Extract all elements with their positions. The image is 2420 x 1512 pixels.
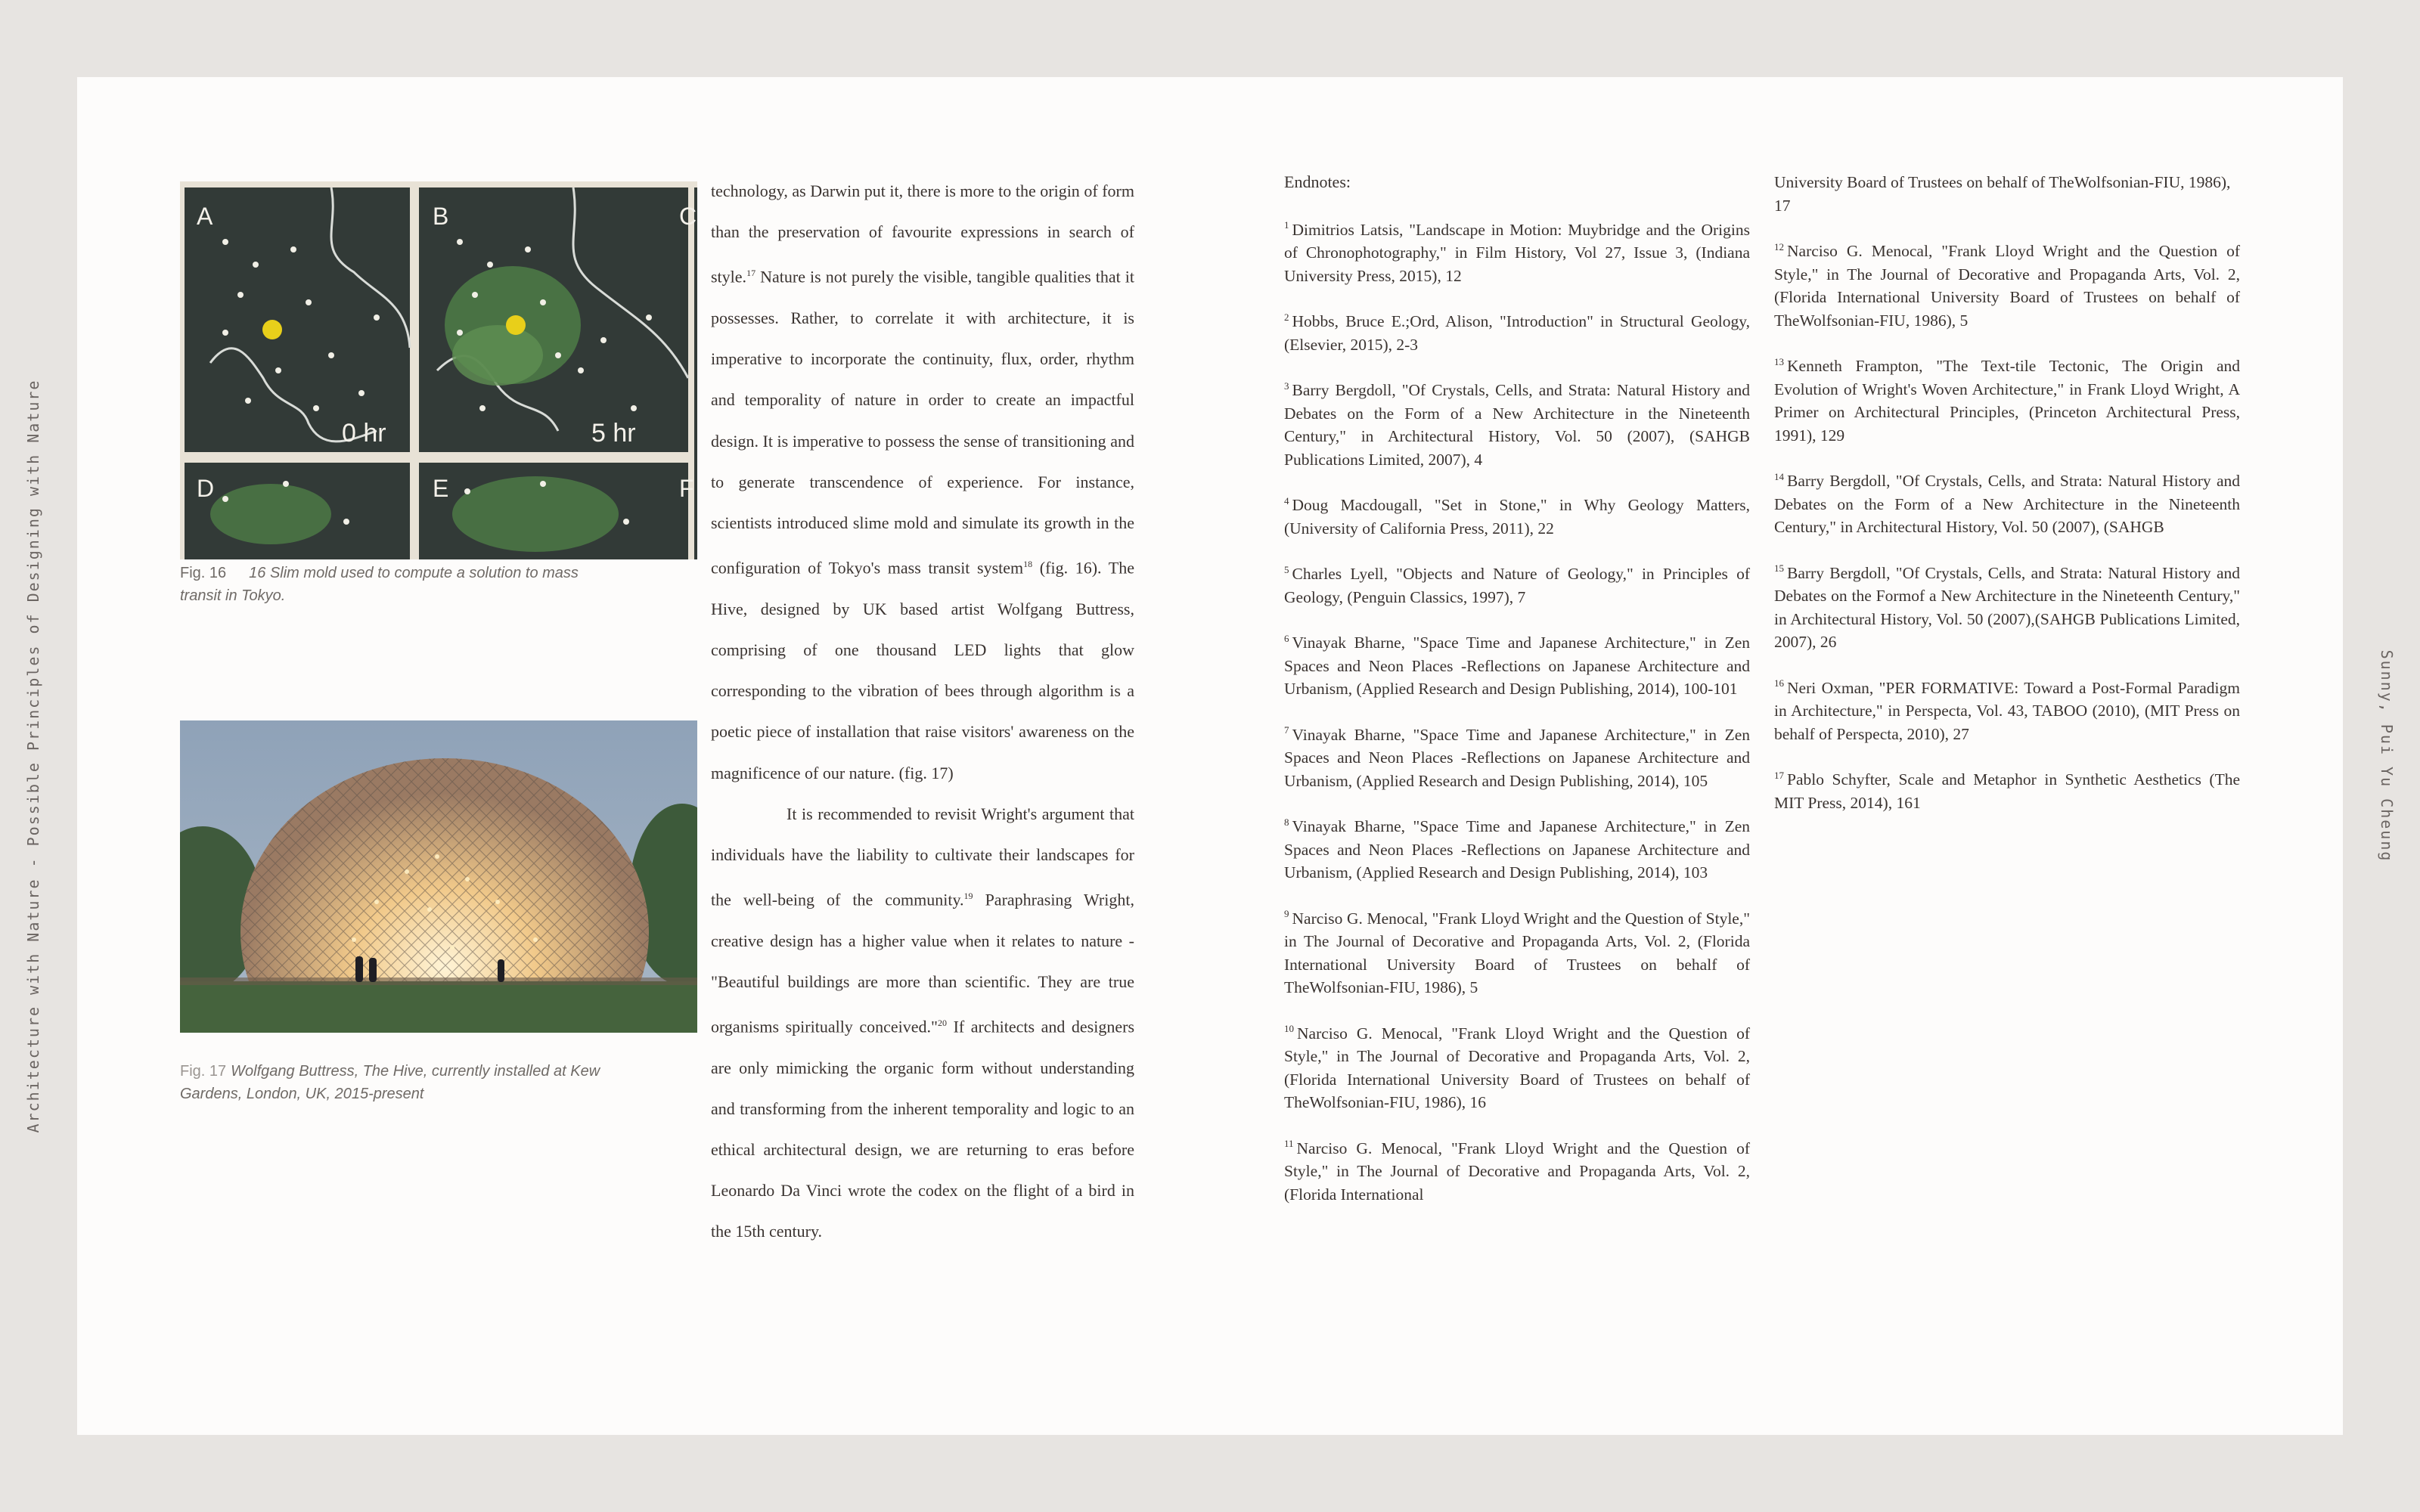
- endnote-2: [1284, 310, 1750, 356]
- endnote-text: Barry Bergdoll, "Of Crystals, Cells, and Strata: Natural History and Debates on the Formof a New Architecture in the Nineteenth Century," in Architectural History, Vol. 50 (2007),(SAHGB Publications Limited, 2007), 26: [1774, 563, 2240, 651]
- footnote-ref-20: 20: [938, 1018, 948, 1029]
- endnote-text: Doug Macdougall, "Set in Stone," in Why Geology Matters, (University of California Press, 2011), 22: [1284, 496, 1750, 538]
- endnote-text: Hobbs, Bruce E.;Ord, Alison, "Introduction" in Structural Geology, (Elsevier, 2015), 2-3: [1284, 312, 1750, 354]
- endnote-number: 14: [1774, 470, 1784, 482]
- panel-letter-a: A: [197, 203, 213, 230]
- footnote-ref-17: 17: [746, 268, 756, 279]
- endnote-5: [1284, 562, 1750, 609]
- endnote-7: [1284, 723, 1750, 793]
- figure-16-caption-text: 16 Slim mold used to compute a solution to mass transit in Tokyo.: [180, 565, 579, 604]
- figure-16-label: Fig. 16: [180, 565, 227, 581]
- endnote-text: Vinayak Bharne, "Space Time and Japanese Architecture," in Zen Spaces and Neon Places -Reflections on Japanese Architecture and Urbanism, (Applied Research and Design Publishing, 2014), 103: [1284, 817, 1750, 881]
- endnote-text: Vinayak Bharne, "Space Time and Japanese Architecture," in Zen Spaces and Neon Places -Reflections on Japanese Architecture and Urbanism, (Applied Research and Design Publishing, 2014), 100-101: [1284, 634, 1750, 698]
- figure-17-caption-text: Wolfgang Buttress, The Hive, currently installed at Kew Gardens, London, UK, 2015-present: [180, 1063, 600, 1102]
- endnote-text: Neri Oxman, "PER FORMATIVE: Toward a Post-Formal Paradigm in Architecture," in Perspecta, Vol. 43, TABOO (2010), (MIT Press on behalf of Perspecta, 2010), 27: [1774, 678, 2240, 743]
- endnote-number: 1: [1284, 219, 1289, 231]
- endnote-11: [1284, 1137, 1750, 1207]
- endnote-number: 8: [1284, 816, 1289, 828]
- endnote-number: 5: [1284, 563, 1289, 575]
- endnote-text: Barry Bergdoll, "Of Crystals, Cells, and Strata: Natural History and Debates on the Form of a New Architecture in the Nineteenth Century," in Architectural History, Vol. 50 (2007), (SAHGB: [1774, 472, 2240, 536]
- panel-letter-e: E: [433, 475, 449, 502]
- endnote-15: [1774, 562, 2240, 654]
- endnote-text: Kenneth Frampton, "The Text-tile Tectonic, The Origin and Evolution of Wright's Woven Architecture," in Frank Lloyd Wright, A Primer on Architectural Principles, (Princeton Architectural Press, 1991), 129: [1774, 357, 2240, 445]
- panel-letter-b: B: [433, 203, 449, 230]
- endnotes-column-a: [1284, 171, 1750, 1228]
- endnote-text: Dimitrios Latsis, "Landscape in Motion: Muybridge and the Origins of Chronophotography," in Film History, Vol 27, Issue 3, (Indiana University Press, 2015), 12: [1284, 220, 1750, 285]
- figure-16-caption: [180, 562, 603, 607]
- endnote-16: [1774, 677, 2240, 746]
- endnote-4: [1284, 494, 1750, 540]
- figure-16-slime-mold-image: [180, 181, 697, 559]
- endnote-14: [1774, 469, 2240, 539]
- endnote-8: [1284, 815, 1750, 885]
- endnotes-column-b: [1774, 171, 2240, 837]
- endnote-number: 4: [1284, 494, 1289, 507]
- endnote-text: Narciso G. Menocal, "Frank Lloyd Wright and the Question of Style," in The Journal of Decorative and Propaganda Arts, Vol. 2, (Florida International University Board of Trustees on behalf of TheWolfsonian-FIU, 1986), 16: [1284, 1024, 1750, 1111]
- endnote-number: 10: [1284, 1023, 1294, 1035]
- body-paragraph-1: technology, as Darwin put it, there is more to the origin of form than the preservation of favourite expressions in search of style.$^{17}$ Nature is not purely the visible, tangible qualities that it possesses. Rather, to correlate it with architecture, it is imperative to incorporate the continuity, flux, order, rhythm and temporality of nature in order to create an impactful design. It is imperative to possess the sense of transitioning and to generate transcendence of experience. For instance, scientists introduced slime mold and simulate its growth in the configuration of Tokyo's mass transit system$^{18}$ (fig. 16). The Hive, designed by UK based artist Wolfgang Buttress, comprising of one thousand LED lights that glow corresponding to the vibration of bees through algorithm is a poetic piece of installation that raise visitors' awareness on the magnificence of our nature. (fig. 17): [711, 181, 1134, 782]
- endnote-number: 17: [1774, 769, 1784, 781]
- endnote-number: 13: [1774, 355, 1784, 367]
- endnote-number: 16: [1774, 677, 1784, 689]
- endnote-text: Vinayak Bharne, "Space Time and Japanese Architecture," in Zen Spaces and Neon Places -Reflections on Japanese Architecture and Urbanism, (Applied Research and Design Publishing, 2014), 105: [1284, 725, 1750, 790]
- endnote-17: [1774, 768, 2240, 814]
- endnote-13: [1774, 355, 2240, 447]
- panel-letter-f: F: [679, 475, 694, 502]
- endnote-text: Narciso G. Menocal, "Frank Lloyd Wright and the Question of Style," in The Journal of Decorative and Propaganda Arts, Vol. 2, (Florida International: [1284, 1139, 1750, 1204]
- time-label-0hr: 0 hr: [342, 419, 386, 448]
- endnote-12: [1774, 240, 2240, 332]
- figure-17-caption: [180, 1060, 619, 1105]
- endnote-number: 15: [1774, 562, 1784, 575]
- endnote-11-continued: University Board of Trustees on behalf of TheWolfsonian-FIU, 1986), 17: [1774, 173, 2231, 215]
- endnote-text: Narciso G. Menocal, "Frank Lloyd Wright and the Question of Style," in The Journal of Decorative and Propaganda Arts, Vol. 2, (Florida International University Board of Trustees on behalf of TheWolfsonian-FIU, 1986), 5: [1284, 909, 1750, 996]
- endnote-text: Charles Lyell, "Objects and Nature of Geology," in Principles of Geology, (Penguin Classics, 1997), 7: [1284, 565, 1750, 606]
- figure-17-the-hive-image: [180, 720, 697, 1033]
- endnote-text: Narciso G. Menocal, "Frank Lloyd Wright and the Question of Style," in The Journal of Decorative and Propaganda Arts, Vol. 2, (Florida International University Board of Trustees on behalf of TheWolfsonian-FIU, 1986), 5: [1774, 242, 2240, 330]
- endnote-number: 12: [1774, 240, 1784, 253]
- endnote-number: 11: [1284, 1138, 1294, 1150]
- endnotes-heading: Endnotes:: [1284, 172, 1351, 191]
- endnote-number: 2: [1284, 311, 1289, 323]
- panel-letter-d: D: [197, 475, 215, 502]
- footnote-ref-19: 19: [963, 891, 973, 902]
- endnote-number: 6: [1284, 632, 1289, 644]
- endnote-10: [1284, 1022, 1750, 1114]
- endnote-1: [1284, 218, 1750, 288]
- endnote-9: [1284, 907, 1750, 999]
- endnote-text: Pablo Schyfter, Scale and Metaphor in Synthetic Aesthetics (The MIT Press, 2014), 161: [1774, 770, 2240, 812]
- endnote-3: [1284, 379, 1750, 471]
- endnote-number: 3: [1284, 380, 1289, 392]
- figure-17-label: Fig. 17: [180, 1063, 227, 1080]
- body-text-column: [711, 171, 1134, 1253]
- time-label-5hr: 5 hr: [591, 419, 636, 448]
- footnote-ref-18: 18: [1023, 559, 1033, 570]
- endnote-text: Barry Bergdoll, "Of Crystals, Cells, and Strata: Natural History and Debates on the Form of a New Architecture in the Nineteenth Century," in Architectural History, Vol. 50 (2007), (SAHGB Publications Limited, 2007), 4: [1284, 381, 1750, 469]
- endnote-6: [1284, 631, 1750, 701]
- endnote-number: 7: [1284, 724, 1289, 736]
- endnote-number: 9: [1284, 908, 1289, 920]
- panel-letter-c: C: [679, 203, 697, 230]
- body-paragraph-2: It is recommended to revisit Wright's argument that individuals have the liability to cultivate their landscapes for the well-being of the community.$^{19}$ Paraphrasing Wright, creative design has a higher value when it relates to nature - "Beautiful buildings are more than scientific. They are true organisms spiritually conceived."$^{20}$ If architects and designers are only mimicking the organic form without understanding and transforming from the inherent temporality and logic to an ethical architectural design, we are returning to eras before Leonardo Da Vinci wrote the codex on the flight of a bird in the 15th century.: [711, 804, 1135, 1241]
- book-title-vertical: Architecture with Nature - Possible Principles of Designing with Nature: [24, 379, 42, 1133]
- author-name-vertical: Sunny, Pui Yu Cheung: [2378, 649, 2396, 863]
